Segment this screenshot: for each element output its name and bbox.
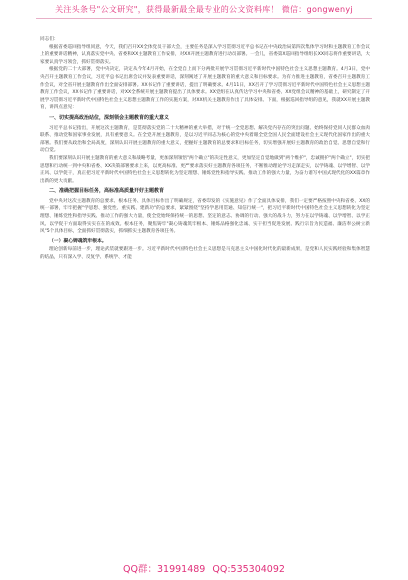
qq-group-text: QQ群：31991489 xyxy=(123,564,206,575)
body-paragraph: 理论创新每前进一步，理论武装就要跟进一步。习近平新时代中国特色社会主义思想是马克思主义中国化时代化的最新成果，是党和人民实践经验和集体智慧的结晶，只有深入学、反复学、系统学、才能 xyxy=(40,247,370,261)
promo-banner: 关注头条号"公文研究"，获得最新最全最专业的公文资料库！ 微信：gongwenyj xyxy=(55,5,353,14)
subsection-heading: （一）凝心铸魂筑牢根本。 xyxy=(49,238,107,244)
body-paragraph: 我们要深刻认识开展主题教育的重大意义和战略考量，更加深刻领悟"两个确立"的决定性意义，更加坚定自觉地做到"两个维护"，忠诚拥护"两个确立"，切实把思想和行动统一到中央和省委、XX决策部署要求上来，以更高标准、更严要求落实好主题教育各项任务，不断推动理论学习走深走实，以学铸魂、以学增智、以学正风、以学促干，真正把习近平新时代中国特色社会主义思想转化为坚定理想、锤炼党性和指导实践、推动工作的强大力量，为奋力谱写中国式现代化的XX篇章作出新的更大贡献。 xyxy=(40,155,370,184)
contact-footer xyxy=(0,561,408,575)
qq-contact-text: QQ:535304092 xyxy=(212,564,285,575)
section-heading: 二、准确把握目标任务，高标准高质量开好主题教育 xyxy=(49,188,165,195)
body-paragraph: 习近平总书记指出，开展这次主题教育，是贯彻落实党的二十大精神的重大举措，对于统一全党思想、解决党内存在的突出问题、始终保持党同人民群众血肉联系、推动党和国家事业发展，具有重要意义。在全党开展主题教育，是以习近平同志为核心的党中央着眼全党全国人民全面建设社会主义现代化国家作出的重大部署。我们要从政治和全局高度，深刻认识开展主题教育的重大意义，把握好主题教育的总要求和目标任务，切实增强开展好主题教育的政治自觉、思想自觉和行动自觉。 xyxy=(40,125,370,154)
salutation: 同志们： xyxy=(40,37,59,42)
section-heading: 一、切实提高政治站位，深刻领会主题教育的重大意义 xyxy=(49,114,170,121)
document-body xyxy=(40,36,370,262)
intro-paragraph: 根据党的二十大部署，党中央决定，决定从今年4月开始，在全党自上而下分两批开展学习贯彻习近平新时代中国特色社会主义思想主题教育。4月3日，党中央召开主题教育工作会议，习近平总书记出席会议并发表重要讲话，深刻阐述了开展主题教育的重大意义和目标要求。为有力推进主题教育，省委召开主题教育工作会议，对全省开展主题教育作出全面安排部署。XX书记作了重要讲话，提出了明确要求。4月11日，XX召开了学习贯彻习近平新时代中国特色社会主义思想主题教育工作会议，XX书记作了重要讲话，对XX全系统开展主题教育提出了具体要求。XX党组在认真传达学习中央和省委、XX党组会议精神的基础上，研究制定了开展学习贯彻习近平新时代中国特色社会主义思想主题教育工作的实施方案，对XX机关主题教育作出了具体安排。下面，根据巡回指导组的意见，我就XX开展主题教育，讲四点意见： xyxy=(40,67,370,111)
banner-divider xyxy=(36,18,372,19)
body-paragraph: 党中央对这次主题教育的总要求、根本任务、具体目标作出了明确规定，省委印发的《实施意见》作了全面具体安排，我们一定要严格按照中央和省委、XX的统一部署，牢牢把握"学思想、强党性、重实践、建新功"的总要求，紧紧围绕"坚持学思用贯通、知信行统一"，把习近平新时代中国特色社会主义思想转化为坚定理想、锤炼党性和指导实践、推动工作的强大力量，使全党始终保持统一的思想、坚定的意志、协调的行动、强大的战斗力，努力在以学铸魂、以学增智、以学正风、以学促干方面取得实实在在的成效。根本任务，聚焦铸牢"凝心铸魂筑牢根本、锤炼品格强化忠诚、实干担当促进发展、践行宗旨为民造福、廉洁奉公树立新风"5个具体目标，全面抓好贯彻落实，抓细抓实主题教育各项任务。 xyxy=(40,198,370,235)
intro-paragraph: 根据省委巡回指导组同意，今天，我们召开XX全体党员干部大会，主要任务是深入学习贯彻习近平总书记在中央政治局第四次集体学习时和主题教育工作会议上的重要讲话精神，认真落实党中央、省委和XX主题教育工作安排，对XX开展主题教育进行动员部署。一会儿，省委第X巡回指导组组长XX同志将作重要讲话，大家要认真学习领会，抓好贯彻落实。 xyxy=(40,44,370,65)
